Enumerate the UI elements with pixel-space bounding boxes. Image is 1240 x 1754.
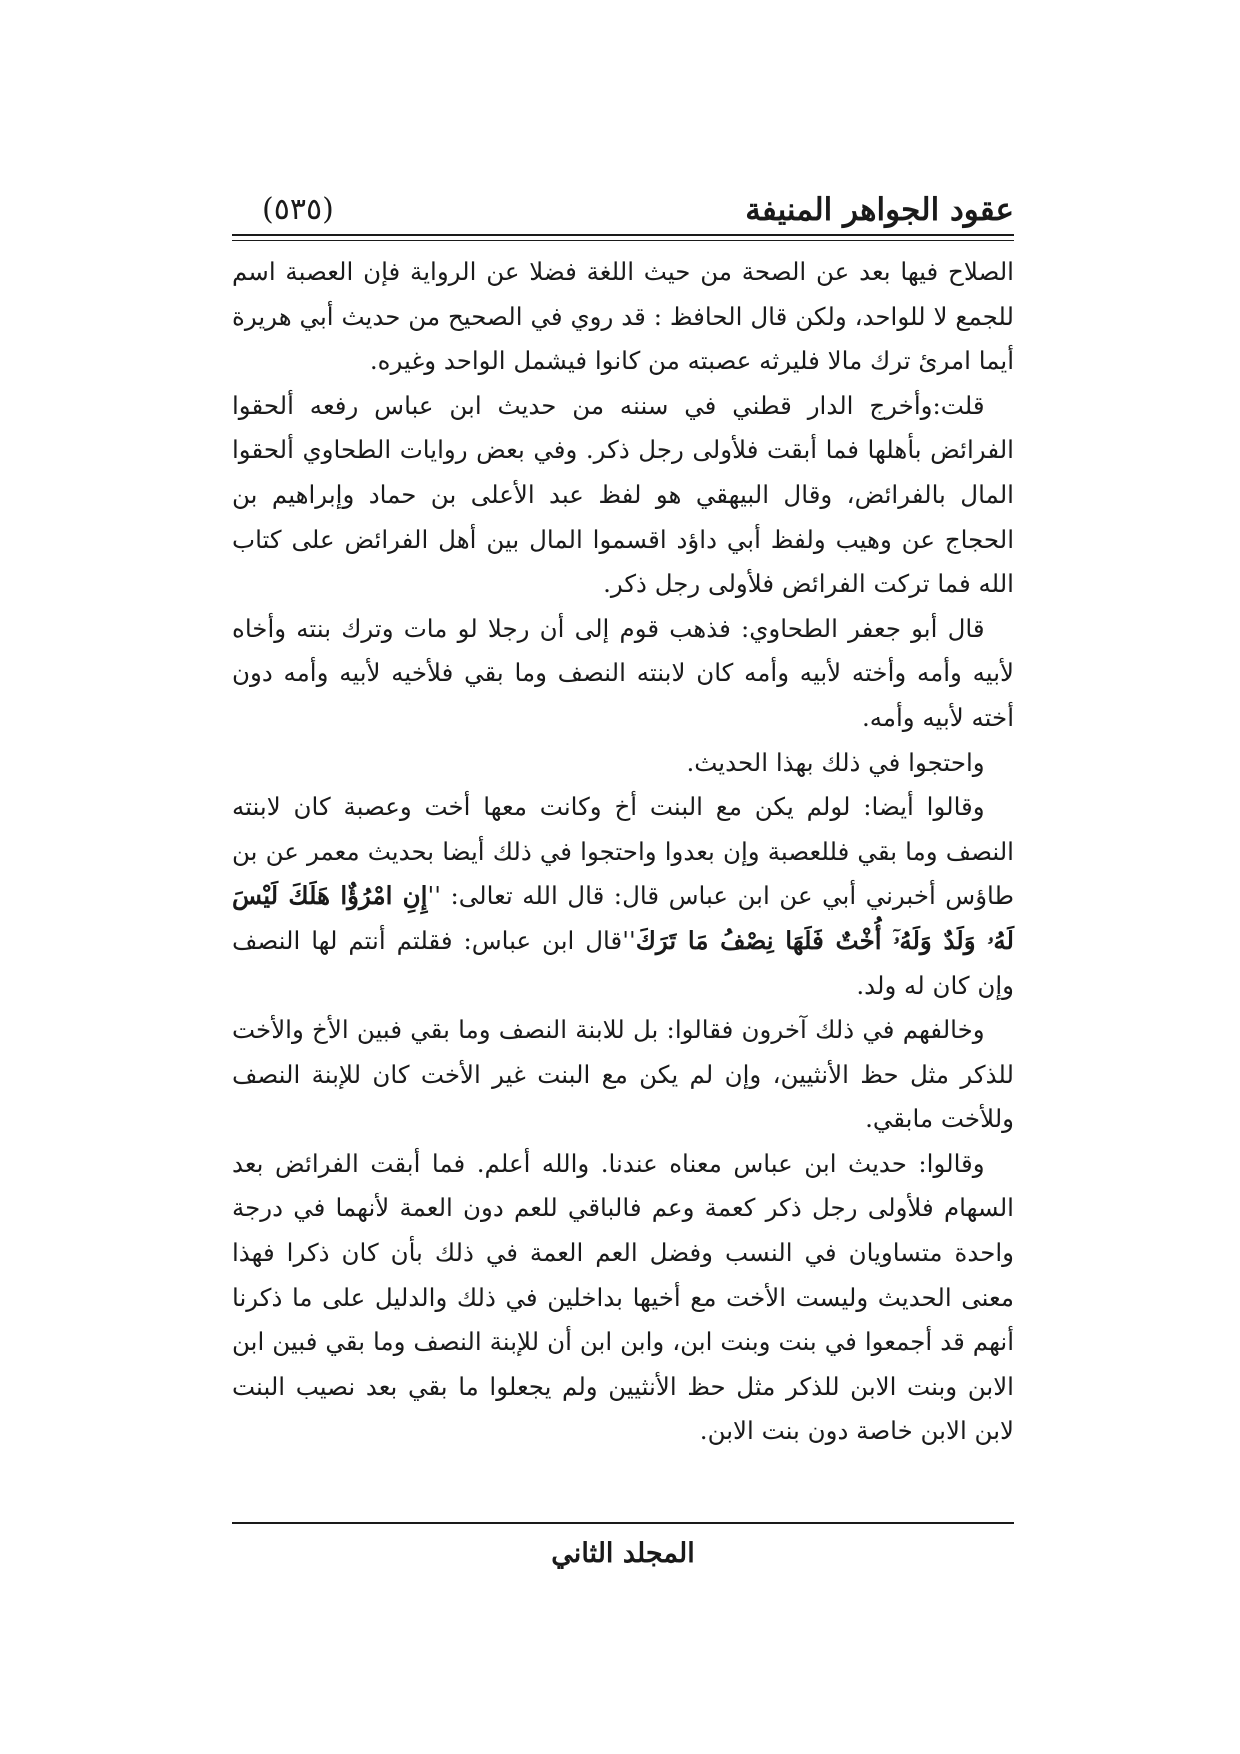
paragraph-3: قال أبو جعفر الطحاوي: فذهب قوم إلى أن رجلا لو مات وترك بنته وأخاه لأبيه وأمه وأخته لأبيه وأمه كان لابنته النصف وما بقي فلأخيه لأبيه وأمه دون أخته لأبيه وأمه. — [232, 613, 1014, 732]
footer-rule — [232, 1522, 1014, 1524]
paragraph-4: واحتجوا في ذلك بهذا الحديث. — [686, 747, 985, 777]
page-footer — [232, 1534, 1014, 1574]
paragraph-5 — [232, 785, 1014, 1008]
page-number: (٥٣٥) — [262, 192, 334, 227]
quran-verse: إِنِ امْرُؤٌا هَلَكَ لَيْسَ لَهُۥ وَلَدٌ وَلَهُۥٓ أُخْتٌ فَلَهَا نِصْفُ مَا تَرَكَ — [232, 881, 1014, 955]
paragraph-2: قلت:وأخرج الدار قطني في سننه من حديث ابن عباس رفعه ألحقوا الفرائض بأهلها فما أبقت فلأولى رجل ذكر. وفي بعض روايات الطحاوي ألحقوا المال بالفرائض، وقال البيهقي هو لفظ عبد الأعلى بن حماد وإبراهيم بن الحجاج عن وهيب ولفظ أبي داؤد اقسموا المال بين أهل الفرائض على كتاب الله فما تركت الفرائض فلأولى رجل ذكر. — [232, 390, 1014, 599]
book-title: عقود الجواهر المنيفة — [745, 192, 1014, 228]
paragraph-5-text-after: ''قال ابن عباس: فقلتم أنتم لها النصف وإن كان له ولد. — [232, 925, 1014, 1000]
paragraph-6: وخالفهم في ذلك آخرون فقالوا: بل للابنة النصف وما بقي فبين الأخ والأخت للذكر مثل حظ الأنثيين، وإن لم يكن مع البنت غير الأخت كان للإبنة النصف وللأخت مابقي. — [232, 1015, 1014, 1134]
header-rule-thick — [232, 234, 1014, 236]
volume-label: المجلد الثاني — [551, 1538, 695, 1569]
paragraph-1: الصلاح فيها بعد عن الصحة من حيث اللغة فضلا عن الرواية فإن العصبة اسم للجمع لا للواحد، ولكن قال الحافظ : قد روي في الصحيح من حديث أبي هريرة أيما امرئ ترك مالا فليرثه عصبته من كانوا فيشمل الواحد وغيره. — [232, 257, 1014, 376]
page-header — [232, 188, 1014, 232]
body-text — [232, 250, 1014, 1454]
paragraph-7: وقالوا: حديث ابن عباس معناه عندنا. والله أعلم. فما أبقت الفرائض بعد السهام فلأولى رجل ذكر كعمة وعم فالباقي للعم دون العمة لأنهما في درجة واحدة متساويان في النسب وفضل العم العمة في ذلك بأن كان ذكرا فهذا معنى الحديث وليست الأخت مع أخيها بداخلين في ذلك والدليل على ما ذكرنا أنهم قد أجمعوا في بنت وبنت ابن، وابن ابن أن للإبنة النصف وما بقي فبين ابن الابن وبنت الابن للذكر مثل حظ الأنثيين ولم يجعلوا ما بقي بعد نصيب البنت لابن الابن خاصة دون بنت الابن. — [232, 1148, 1014, 1446]
paragraph-5-text-before: وقالوا أيضا: لولم يكن مع البنت أخ وكانت معها أخت وعصبة كان لابنته النصف وما بقي فللعصبة وإن بعدوا واحتجوا في ذلك أيضا بحديث معمر عن بن طاؤس أخبرني أبي عن ابن عباس قال: قال الله تعالى: '' — [232, 792, 1014, 911]
header-rule-thin — [232, 240, 1014, 241]
